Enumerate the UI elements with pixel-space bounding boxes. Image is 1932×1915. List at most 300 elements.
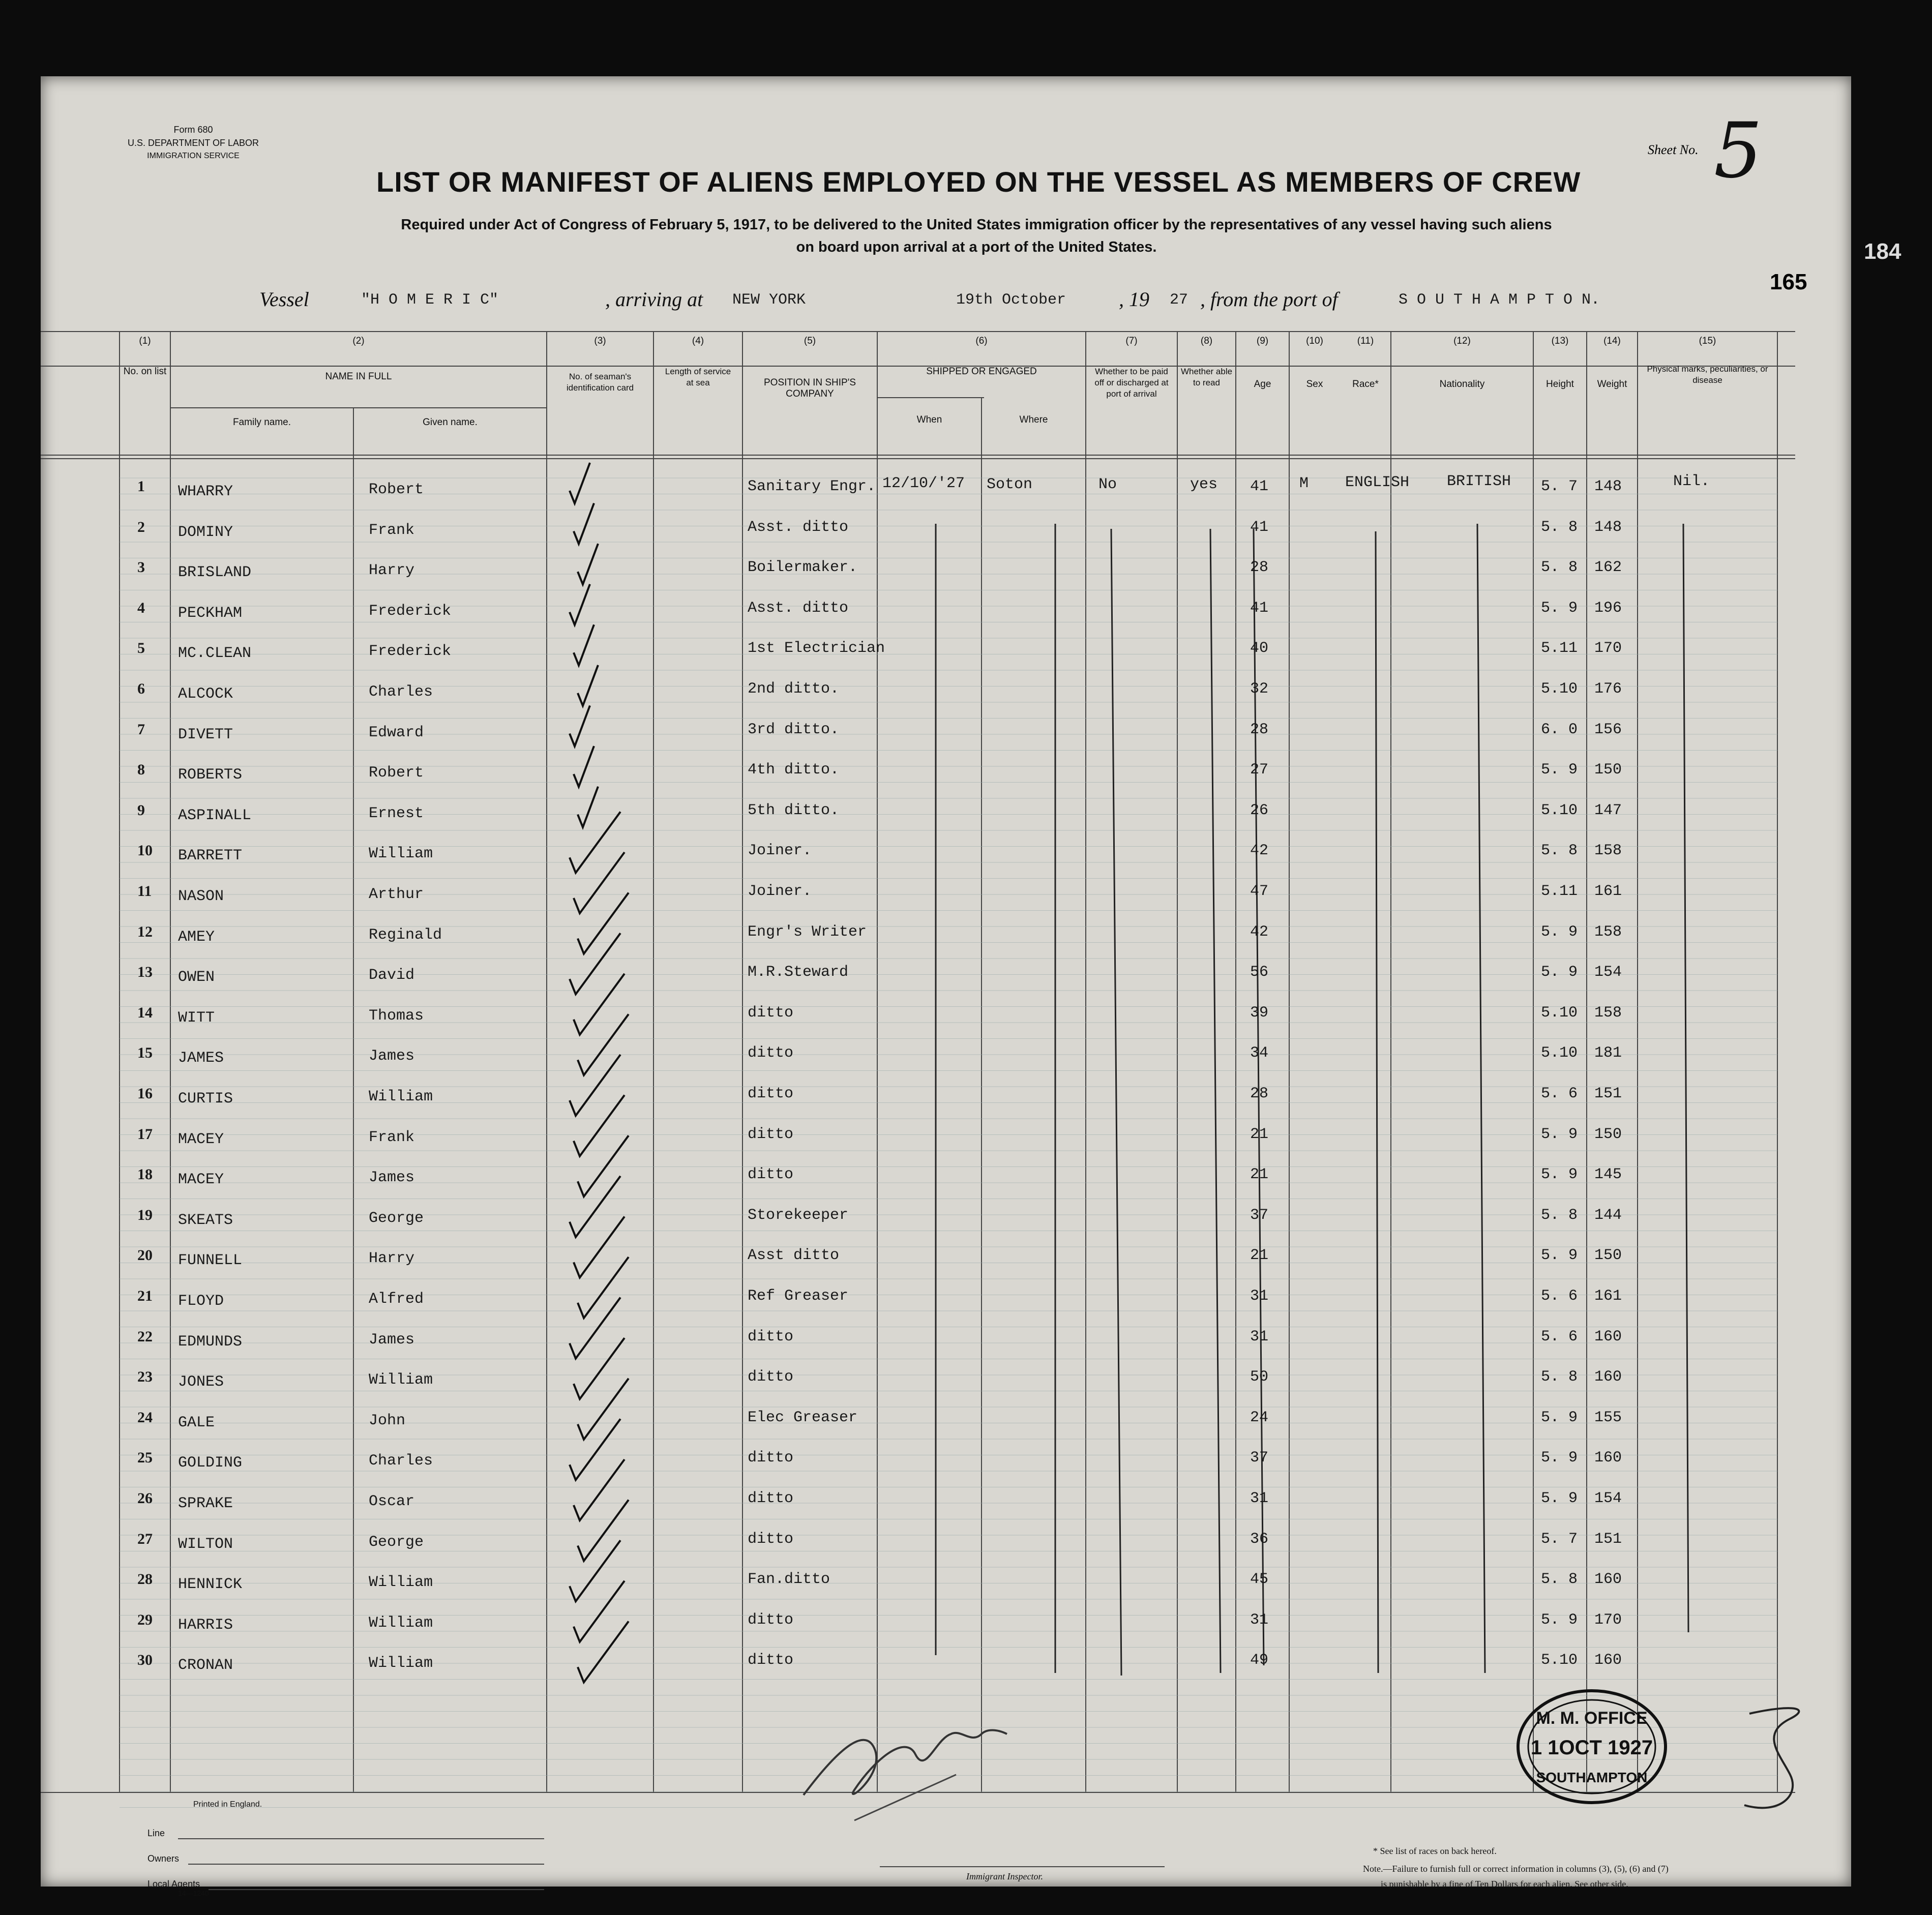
row1-able-read: yes: [1190, 476, 1218, 493]
row-number: 18: [137, 1166, 153, 1183]
age: 45: [1250, 1571, 1269, 1589]
position: 5th ditto.: [748, 801, 840, 819]
position: Fan.ditto: [748, 1571, 830, 1589]
age: 50: [1250, 1368, 1269, 1386]
col-num-4: (4): [692, 336, 704, 346]
height: 5.11: [1541, 640, 1578, 657]
given-name: Frank: [369, 521, 415, 539]
row-number: 2: [137, 518, 145, 535]
fine-note-line-2: is punishable by a fine of Ten Dollars for each alien. See other side.: [1381, 1879, 1628, 1889]
table-row: [41, 883, 1795, 913]
family-name: DOMINY: [178, 523, 233, 541]
printed-note: Printed in England.: [193, 1800, 262, 1809]
family-name: CURTIS: [178, 1090, 233, 1108]
table-row: [41, 640, 1795, 670]
given-name: William: [369, 1088, 433, 1105]
row-number: 30: [137, 1652, 153, 1669]
height: 5. 8: [1541, 1368, 1578, 1386]
position: Boilermaker.: [748, 559, 858, 577]
family-name: SKEATS: [178, 1211, 233, 1229]
weight: 161: [1594, 1288, 1622, 1305]
row-number: 8: [137, 761, 145, 779]
height: 5. 6: [1541, 1085, 1578, 1102]
row-number: 27: [137, 1530, 153, 1547]
position: Elec Greaser: [748, 1409, 858, 1426]
age: 24: [1250, 1409, 1269, 1426]
family-name: MC.CLEAN: [178, 645, 252, 663]
form-number: Form 680: [173, 125, 213, 135]
family-name: OWEN: [178, 969, 215, 986]
weight: 158: [1594, 1004, 1622, 1022]
row-number: 28: [137, 1571, 153, 1588]
col-num-3: (3): [594, 336, 606, 346]
table-row: [41, 1409, 1795, 1440]
position: Ref Greaser: [748, 1288, 849, 1305]
table-row: [41, 923, 1795, 954]
height: 5. 8: [1541, 559, 1578, 577]
weight: 162: [1594, 559, 1622, 577]
office-stamp: [1518, 1691, 1666, 1803]
row-number: 15: [137, 1044, 153, 1062]
weight: 161: [1594, 883, 1622, 900]
table-row: [41, 1571, 1795, 1601]
hdr-position: POSITION IN SHIP'S COMPANY: [764, 377, 856, 399]
position: 2nd ditto.: [748, 680, 840, 698]
row-number: 24: [137, 1409, 153, 1426]
row1-nationality: BRITISH: [1447, 473, 1511, 490]
given-name: Arthur: [369, 886, 424, 903]
arrival-date: 19th October: [956, 291, 1066, 309]
given-name: William: [369, 1371, 433, 1389]
weight: 150: [1594, 1125, 1622, 1143]
age: 21: [1250, 1125, 1269, 1143]
col-num-13: (13): [1551, 336, 1569, 346]
weight: 170: [1594, 640, 1622, 657]
row-number: 25: [137, 1449, 153, 1467]
height: 5. 9: [1541, 1449, 1578, 1467]
height: 5. 9: [1541, 1247, 1578, 1265]
position: ditto: [748, 1652, 794, 1669]
row-number: 6: [137, 680, 145, 697]
age: 31: [1250, 1611, 1269, 1629]
position: ditto: [748, 1368, 794, 1386]
given-name: William: [369, 1614, 433, 1632]
age: 56: [1250, 964, 1269, 981]
family-name: FUNNELL: [178, 1252, 243, 1270]
departure-port: S O U T H A M P T O N.: [1399, 291, 1600, 309]
height: 5. 7: [1541, 1530, 1578, 1548]
table-row: [41, 802, 1795, 832]
height: 5. 9: [1541, 599, 1578, 617]
weight: 154: [1594, 964, 1622, 981]
table-row: [41, 680, 1795, 711]
hdr-height: Height: [1546, 379, 1574, 390]
age: 37: [1250, 1206, 1269, 1224]
table-row: [41, 1044, 1795, 1075]
weight: 156: [1594, 721, 1622, 738]
table-row: [41, 1368, 1795, 1399]
given-name: Charles: [369, 683, 433, 701]
fine-note-line-1: Note.—Failure to furnish full or correct information in columns (3), (5), (6) and (7): [1363, 1864, 1669, 1874]
row1-race: ENGLISH: [1345, 474, 1410, 491]
table-row: [41, 1531, 1795, 1561]
age: 41: [1250, 478, 1269, 495]
row-number: 22: [137, 1328, 153, 1345]
family-name: GOLDING: [178, 1454, 243, 1472]
service: IMMIGRATION SERVICE: [147, 152, 240, 160]
hdr-nationality: Nationality: [1439, 379, 1485, 390]
age: 41: [1250, 599, 1269, 617]
table-row: [41, 1611, 1795, 1642]
table-row: [41, 964, 1795, 994]
family-name: AMEY: [178, 928, 215, 946]
family-name: WITT: [178, 1009, 215, 1027]
hdr-length-service: Length of service at sea: [665, 367, 731, 387]
height: 5. 7: [1541, 478, 1578, 495]
footer-agents-label: Local Agents: [147, 1879, 200, 1889]
weight: 160: [1594, 1368, 1622, 1386]
weight: 181: [1594, 1044, 1622, 1062]
given-name: David: [369, 967, 415, 984]
family-name: FLOYD: [178, 1293, 224, 1310]
row-number: 12: [137, 923, 153, 940]
position: ditto: [748, 1530, 794, 1548]
table-row: [41, 761, 1795, 792]
hdr-when: When: [916, 414, 942, 425]
manifest-sheet: [41, 76, 1901, 1897]
height: 5. 8: [1541, 842, 1578, 860]
stamp-bottom: SOUTHAMPTON: [1536, 1770, 1648, 1785]
arrival-port: NEW YORK: [732, 291, 806, 309]
inspector-underline: [880, 1866, 1165, 1867]
given-name: Charles: [369, 1452, 433, 1470]
age: 49: [1250, 1652, 1269, 1669]
hdr-no-on-list: No. on list: [123, 366, 167, 377]
height: 5. 8: [1541, 1571, 1578, 1589]
hdr-marks: Physical marks, peculiarities, or disease: [1647, 364, 1768, 385]
height: 5. 6: [1541, 1288, 1578, 1305]
table-row: [41, 478, 1795, 508]
position: ditto: [748, 1611, 794, 1629]
position: Storekeeper: [748, 1206, 849, 1224]
height: 5. 9: [1541, 1409, 1578, 1426]
family-name: MACEY: [178, 1171, 224, 1189]
col-num-10: (10): [1306, 336, 1323, 346]
owners-underline: [188, 1864, 544, 1865]
weight: 160: [1594, 1449, 1622, 1467]
department: U.S. DEPARTMENT OF LABOR: [127, 138, 259, 148]
row-number: 17: [137, 1125, 153, 1143]
given-name: Frank: [369, 1128, 415, 1146]
height: 5.10: [1541, 1044, 1578, 1062]
height: 5.10: [1541, 1004, 1578, 1022]
vessel-name: "H O M E R I C": [361, 291, 499, 309]
weight: 158: [1594, 842, 1622, 860]
family-name: JAMES: [178, 1050, 224, 1067]
age: 37: [1250, 1449, 1269, 1467]
weight: 150: [1594, 1247, 1622, 1265]
given-name: James: [369, 1169, 415, 1187]
age: 40: [1250, 640, 1269, 657]
height: 5. 9: [1541, 1166, 1578, 1184]
weight: 170: [1594, 1611, 1622, 1629]
weight: 148: [1594, 478, 1622, 495]
given-name: Ernest: [369, 804, 424, 822]
family-name: NASON: [178, 888, 224, 905]
family-name: BARRETT: [178, 847, 243, 865]
races-note: * See list of races on back hereof.: [1373, 1846, 1497, 1856]
row-number: 1: [137, 478, 145, 495]
given-name: Frederick: [369, 643, 452, 661]
height: 5. 8: [1541, 1206, 1578, 1224]
age: 42: [1250, 842, 1269, 860]
height: 5. 8: [1541, 518, 1578, 536]
age: 36: [1250, 1530, 1269, 1548]
height: 5. 9: [1541, 1125, 1578, 1143]
position: 1st Electrician: [748, 640, 885, 657]
col-num-9: (9): [1256, 336, 1269, 346]
family-name: ROBERTS: [178, 766, 243, 784]
from-label: , from the port of: [1200, 288, 1338, 311]
row-number: 10: [137, 842, 153, 859]
family-name: SPRAKE: [178, 1495, 233, 1512]
given-name: William: [369, 845, 433, 863]
arriving-label: , arriving at: [605, 288, 703, 311]
row-number: 5: [137, 640, 145, 657]
year-prefix: , 19: [1119, 288, 1149, 311]
hdr-weight: Weight: [1597, 379, 1627, 390]
col-num-8: (8): [1200, 336, 1213, 346]
given-name: Alfred: [369, 1291, 424, 1308]
age: 32: [1250, 680, 1269, 698]
family-name: HARRIS: [178, 1616, 233, 1634]
weight: 160: [1594, 1328, 1622, 1345]
row-number: 23: [137, 1368, 153, 1386]
family-name: BRISLAND: [178, 564, 252, 582]
age: 28: [1250, 721, 1269, 738]
position: 4th ditto.: [748, 761, 840, 779]
weight: 155: [1594, 1409, 1622, 1426]
age: 42: [1250, 923, 1269, 941]
family-name: WHARRY: [178, 483, 233, 500]
row-number: 13: [137, 964, 153, 981]
row1-paid-off: No: [1098, 476, 1117, 493]
age: 21: [1250, 1247, 1269, 1265]
table-row: [41, 1126, 1795, 1156]
height: 5. 9: [1541, 1611, 1578, 1629]
height: 6. 0: [1541, 721, 1578, 738]
table-row: [41, 600, 1795, 630]
table-row: [41, 1449, 1795, 1480]
family-name: GALE: [178, 1414, 215, 1431]
height: 5. 9: [1541, 923, 1578, 941]
position: Asst. ditto: [748, 518, 849, 536]
position: Sanitary Engr.: [748, 478, 876, 495]
age: 28: [1250, 1085, 1269, 1102]
given-name: George: [369, 1533, 424, 1551]
col-num-11: (11): [1357, 336, 1374, 346]
family-name: PECKHAM: [178, 604, 243, 622]
hdr-sex: Sex: [1306, 379, 1323, 390]
given-name: William: [369, 1574, 433, 1592]
given-name: Reginald: [369, 926, 442, 944]
given-name: George: [369, 1209, 424, 1227]
position: ditto: [748, 1166, 794, 1184]
stamp-top: M. M. OFFICE: [1536, 1709, 1648, 1728]
given-name: Frederick: [369, 602, 452, 620]
page-title: LIST OR MANIFEST OF ALIENS EMPLOYED ON THE VESSEL AS MEMBERS OF CREW: [376, 166, 1581, 198]
age: 31: [1250, 1288, 1269, 1305]
row1-marks: Nil.: [1673, 473, 1710, 490]
age: 21: [1250, 1166, 1269, 1184]
footer-owners-label: Owners: [147, 1853, 180, 1864]
table-row: [41, 1652, 1795, 1682]
height: 5. 9: [1541, 964, 1578, 981]
hdr-id-card: No. of seaman's identification card: [566, 372, 634, 393]
hdr-shipped: SHIPPED OR ENGAGED: [926, 366, 1037, 377]
col-num-14: (14): [1603, 336, 1621, 346]
hdr-given-name: Given name.: [423, 417, 478, 428]
age: 41: [1250, 518, 1269, 536]
col-num-12: (12): [1453, 336, 1471, 346]
row1-where: Soton: [987, 476, 1033, 493]
weight: 144: [1594, 1206, 1622, 1224]
col-num-5: (5): [804, 336, 816, 346]
age: 31: [1250, 1490, 1269, 1507]
table-row: [41, 1490, 1795, 1520]
given-name: Harry: [369, 562, 415, 580]
family-name: MACEY: [178, 1130, 224, 1148]
weight: 151: [1594, 1085, 1622, 1102]
position: Engr's Writer: [748, 923, 867, 941]
height: 5.10: [1541, 680, 1578, 698]
row-number: 29: [137, 1611, 153, 1628]
height: 5. 6: [1541, 1328, 1578, 1345]
weight: 154: [1594, 1490, 1622, 1507]
col-num-15: (15): [1699, 336, 1716, 346]
row-number: 26: [137, 1490, 153, 1507]
given-name: Robert: [369, 764, 424, 782]
family-name: ALCOCK: [178, 685, 233, 703]
position: ditto: [748, 1044, 794, 1062]
given-name: John: [369, 1412, 406, 1429]
family-name: EDMUNDS: [178, 1333, 243, 1351]
row1-when: 12/10/'27: [882, 475, 965, 492]
position: ditto: [748, 1085, 794, 1102]
row-number: 11: [137, 883, 152, 900]
position: M.R.Steward: [748, 964, 849, 981]
table-row: [41, 1004, 1795, 1035]
weight: 150: [1594, 761, 1622, 779]
age: 28: [1250, 559, 1269, 577]
family-name: ASPINALL: [178, 806, 252, 824]
age: 26: [1250, 801, 1269, 819]
weight: 151: [1594, 1530, 1622, 1548]
weight: 147: [1594, 801, 1622, 819]
given-name: James: [369, 1331, 415, 1349]
age: 34: [1250, 1044, 1269, 1062]
given-name: Thomas: [369, 1007, 424, 1025]
page-number: 165: [1770, 270, 1807, 294]
table-row: [41, 1085, 1795, 1116]
row-number: 14: [137, 1004, 153, 1021]
arrival-year: 27: [1170, 291, 1188, 309]
row1-sex: M: [1299, 475, 1309, 492]
table-row: [41, 842, 1795, 873]
stamp-date: 1 1OCT 1927: [1530, 1737, 1653, 1759]
edge-number: 184: [1864, 239, 1901, 264]
given-name: Oscar: [369, 1493, 415, 1510]
height: 5. 9: [1541, 1490, 1578, 1507]
weight: 148: [1594, 518, 1622, 536]
given-name: Harry: [369, 1250, 415, 1268]
position: ditto: [748, 1004, 794, 1022]
position: Joiner.: [748, 883, 812, 900]
given-name: James: [369, 1048, 415, 1065]
table-row: [41, 1328, 1795, 1359]
family-name: CRONAN: [178, 1657, 233, 1674]
hdr-where: Where: [1019, 414, 1048, 425]
weight: 145: [1594, 1166, 1622, 1184]
col-num-7: (7): [1125, 336, 1138, 346]
height: 5. 9: [1541, 761, 1578, 779]
age: 27: [1250, 761, 1269, 779]
table-row: [41, 1247, 1795, 1277]
table-row: [41, 519, 1795, 549]
family-name: DIVETT: [178, 726, 233, 743]
age: 39: [1250, 1004, 1269, 1022]
hdr-age: Age: [1254, 379, 1271, 390]
table-row: [41, 1166, 1795, 1196]
weight: 160: [1594, 1571, 1622, 1589]
age: 47: [1250, 883, 1269, 900]
hdr-name-in-full: NAME IN FULL: [325, 371, 392, 382]
hdr-family-name: Family name.: [232, 417, 291, 428]
given-name: Edward: [369, 724, 424, 741]
family-name: WILTON: [178, 1535, 233, 1553]
family-name: JONES: [178, 1373, 224, 1391]
table-row: [41, 1288, 1795, 1318]
position: ditto: [748, 1490, 794, 1507]
row-number: 19: [137, 1206, 153, 1223]
row-number: 4: [137, 599, 145, 616]
sheet-label: Sheet No.: [1648, 142, 1699, 157]
col-num-1: (1): [139, 336, 151, 346]
requirement-line-2: on board upon arrival at a port of the United States.: [796, 239, 1157, 255]
given-name: Robert: [369, 481, 424, 498]
weight: 176: [1594, 680, 1622, 698]
requirement-line-1: Required under Act of Congress of February 5, 1917, to be delivered to the United States immigration officer by the representatives of any vessel having such aliens: [401, 217, 1552, 233]
height: 5.10: [1541, 1652, 1578, 1669]
height: 5.10: [1541, 801, 1578, 819]
position: Joiner.: [748, 842, 812, 860]
row-number: 7: [137, 721, 145, 738]
hdr-able-read: Whether able to read: [1180, 367, 1233, 387]
footer-agents-code: 14—1240: [178, 1889, 209, 1897]
hdr-race: Race*: [1352, 379, 1379, 390]
row-number: 21: [137, 1288, 153, 1304]
position: Asst ditto: [748, 1247, 840, 1265]
col-num-6: (6): [975, 336, 988, 346]
row-number: 20: [137, 1247, 153, 1264]
age: 31: [1250, 1328, 1269, 1345]
given-name: William: [369, 1655, 433, 1672]
height: 5.11: [1541, 883, 1578, 900]
inspector-signature: [804, 1730, 1007, 1796]
inspector-label: Immigrant Inspector.: [966, 1871, 1043, 1881]
table-row: [41, 1207, 1795, 1237]
hdr-paid-off: Whether to be paid off or discharged at port of arrival: [1094, 367, 1169, 399]
